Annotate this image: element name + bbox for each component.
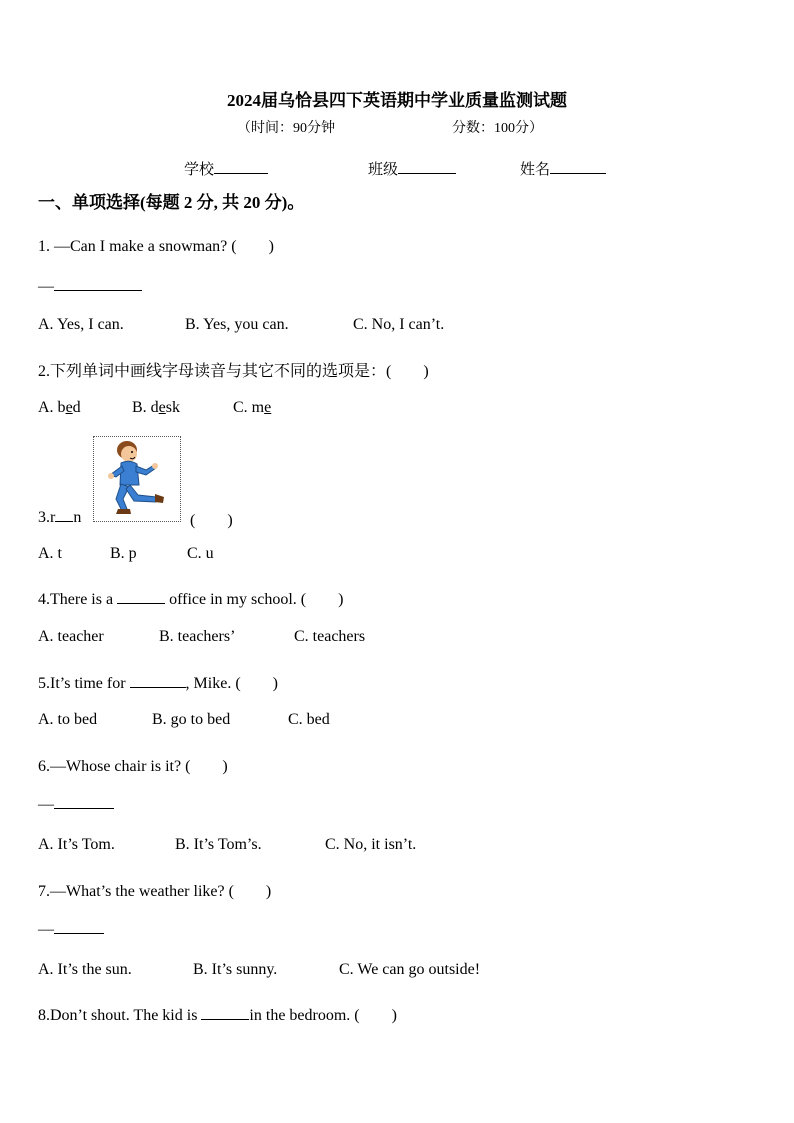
- q8-stem-start: 8.Don’t shout. The kid is: [38, 1007, 198, 1024]
- q1-blank[interactable]: [54, 276, 142, 291]
- q7-blank[interactable]: [54, 919, 104, 934]
- q4-option-a[interactable]: A. teacher: [38, 628, 104, 645]
- q4-stem-start: 4.There is a: [38, 591, 114, 608]
- q3-options: [38, 545, 214, 563]
- q4-blank[interactable]: [117, 589, 165, 604]
- q3-option-c[interactable]: C. u: [187, 545, 214, 562]
- q8-stem-end: in the bedroom. ( ): [249, 1007, 397, 1024]
- q6-stem: 6.—Whose chair is it? ( ): [38, 758, 228, 775]
- school-field: [184, 158, 268, 179]
- name-field: [520, 158, 606, 179]
- q2-option-c[interactable]: C. me: [233, 399, 272, 416]
- q6-option-c[interactable]: C. No, it isn’t.: [325, 836, 417, 853]
- school-label: 学校: [184, 162, 215, 178]
- q8-blank[interactable]: [201, 1005, 249, 1020]
- page-title: 2024届乌恰县四下英语期中学业质量监测试题: [227, 91, 567, 110]
- q2-option-b[interactable]: B. desk: [132, 399, 181, 416]
- q7-dash: —: [38, 921, 54, 938]
- q7-option-a[interactable]: A. It’s the sun.: [38, 961, 132, 978]
- q6-option-a[interactable]: A. It’s Tom.: [38, 836, 115, 853]
- q4-option-b[interactable]: B. teachers’: [159, 628, 236, 645]
- q6-option-b[interactable]: B. It’s Tom’s.: [175, 836, 262, 853]
- q1-answer-line: [38, 276, 142, 296]
- name-blank[interactable]: [550, 159, 606, 174]
- q7-options: [38, 961, 480, 979]
- section-heading: 一、单项选择(每题 2 分, 共 20 分)。: [38, 193, 305, 212]
- q1-options: [38, 316, 444, 334]
- exam-time: （时间：90分钟: [237, 121, 335, 136]
- q4-option-c[interactable]: C. teachers: [294, 628, 366, 645]
- q3-stem: [38, 507, 81, 527]
- q4-stem: [38, 586, 343, 609]
- q7-option-b[interactable]: B. It’s sunny.: [193, 961, 278, 978]
- class-label: 班级: [368, 162, 399, 178]
- q2-stem: 2.下列单词中画线字母读音与其它不同的选项是：( ): [38, 363, 429, 380]
- q5-options: [38, 711, 330, 729]
- class-blank[interactable]: [398, 159, 456, 174]
- q3-option-b[interactable]: B. p: [110, 545, 137, 562]
- q7-stem: 7.—What’s the weather like? ( ): [38, 883, 272, 900]
- q3-blank[interactable]: [55, 507, 73, 522]
- q3-answer-paren[interactable]: ( ): [190, 512, 233, 529]
- name-label: 姓名: [520, 162, 551, 178]
- q6-dash: —: [38, 796, 54, 813]
- q2-option-a[interactable]: A. bed: [38, 399, 81, 416]
- q1-option-b[interactable]: B. Yes, you can.: [185, 316, 289, 333]
- q3-option-a[interactable]: A. t: [38, 545, 62, 562]
- exam-score: 分数：100分）: [452, 121, 543, 136]
- school-blank[interactable]: [214, 159, 268, 174]
- q4-options: [38, 628, 365, 646]
- q2-options: [38, 399, 271, 417]
- running-boy-image: [93, 436, 181, 522]
- q5-option-c[interactable]: C. bed: [288, 711, 330, 728]
- running-boy-icon: [94, 437, 180, 521]
- q7-answer-line: [38, 919, 104, 939]
- q5-stem: [38, 670, 278, 693]
- q8-stem: [38, 1002, 397, 1025]
- q6-answer-line: [38, 794, 114, 814]
- q4-stem-end: office in my school. ( ): [169, 591, 344, 608]
- q5-stem-start: 5.It’s time for: [38, 675, 126, 692]
- class-field: [368, 158, 456, 179]
- q5-blank[interactable]: [130, 673, 186, 688]
- q1-option-c[interactable]: C. No, I can’t.: [353, 316, 445, 333]
- q6-blank[interactable]: [54, 794, 114, 809]
- q5-stem-end: , Mike. ( ): [185, 675, 278, 692]
- q3-stem-end: n: [73, 509, 82, 526]
- q5-option-a[interactable]: A. to bed: [38, 711, 98, 728]
- q1-stem: 1. —Can I make a snowman? ( ): [38, 238, 274, 255]
- q6-options: [38, 836, 416, 854]
- q7-option-c[interactable]: C. We can go outside!: [339, 961, 481, 978]
- q5-option-b[interactable]: B. go to bed: [152, 711, 231, 728]
- q3-stem-start: 3.r: [38, 509, 56, 526]
- q1-dash: —: [38, 278, 54, 295]
- q1-option-a[interactable]: A. Yes, I can.: [38, 316, 124, 333]
